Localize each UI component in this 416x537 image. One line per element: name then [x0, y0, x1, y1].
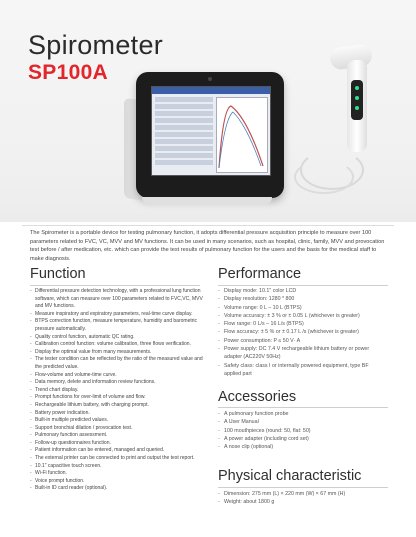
accessories-item: - A power adapter (including cord set): [218, 435, 386, 443]
function-item: - Trend chart display.: [30, 387, 206, 395]
function-item: - Differential pressure detection technology, with a professional lung function software, which can measure over 100 parameters related to FVC,VC, MVV and MV functions.: [30, 288, 206, 311]
physical-heading: Physical characteristic: [218, 468, 362, 484]
performance-heading: Performance: [218, 266, 302, 282]
accessories-heading: Accessories: [218, 389, 297, 405]
function-item: - BTPS correction function, measure temperature, humidity and barometric pressure automatically.: [30, 318, 206, 333]
function-item: - Prompt functions for over-limit of volume and flow.: [30, 394, 206, 402]
function-item: - Display the optimal value from many measurements.: [30, 349, 206, 357]
physical-item: - Weight: about 1800 g: [218, 498, 386, 506]
performance-item: - Display mode: 10.1" color LCD: [218, 287, 386, 295]
function-item: - Built-in ID card reader (optional).: [30, 485, 206, 493]
function-item: - Battery power indication.: [30, 410, 206, 418]
camera-icon: [208, 77, 212, 81]
function-item: - Flow-volume and volume-time curve.: [30, 372, 206, 380]
physical-item: - Dimension: 275 mm (L) × 220 mm (W) × 67 mm (H): [218, 490, 386, 498]
accessories-item: - A User Manual: [218, 418, 386, 426]
screen-graph: [216, 97, 268, 173]
product-description: The Spirometer is a portable device for testing pulmonary function, it adopts differential pressure acquisition principle to measure over 100 parameters related to FVC, VC, MVV and MV functions. It can be used in many scenarios, such as hospital, clinic, family, MVV and provocation test before / after medication, etc. which can provide the test results of pulmonary function for the users and the basis for the medical staff to make diagnosis.: [30, 230, 385, 262]
device-base: [142, 197, 272, 205]
accessories-item: - A nose clip (optional): [218, 443, 386, 451]
physical-list: [218, 490, 386, 507]
function-item: - Calibration control function: volume calibration, three flows verification.: [30, 341, 206, 349]
accessories-item: - 100 mouthpieces (round: 50, flat: 50): [218, 427, 386, 435]
hero-banner: [0, 0, 416, 222]
function-item: - 10.1" capacitive touch screen.: [30, 463, 206, 471]
function-item: - Pulmonary function assessment.: [30, 432, 206, 440]
function-item: - The tester condition can be reflected by the ratio of the measured value and the predicted value.: [30, 356, 206, 371]
function-rule: [30, 285, 200, 286]
function-heading: Function: [30, 266, 86, 282]
performance-item: - Volume range: 0 L – 10 L (BTPS): [218, 304, 386, 312]
probe-led-panel: [351, 80, 363, 120]
device-body: [136, 72, 284, 198]
function-item: - Quality control function, automatic QC rating.: [30, 334, 206, 342]
function-item: - Wi-Fi function.: [30, 470, 206, 478]
function-list: [30, 288, 206, 493]
function-item: - The external printer can be connected to print and output the test report.: [30, 455, 206, 463]
device-screen: [151, 86, 271, 176]
product-model: SP100A: [28, 61, 109, 84]
function-item: - Voice prompt function.: [30, 478, 206, 486]
function-item: - Built-in multiple predicted values.: [30, 417, 206, 425]
performance-rule: [218, 285, 388, 286]
function-item: - Data memory, delete and information review functions.: [30, 379, 206, 387]
accessories-rule: [218, 407, 388, 408]
screen-toolbar: [152, 87, 270, 94]
performance-item: - Power supply: DC 7.4 V rechargeable lithium battery or power adapter (AC220V 50Hz): [218, 345, 386, 362]
divider: [22, 225, 394, 226]
performance-item: - Power consumption: P ≤ 50 V· A: [218, 337, 386, 345]
function-item: - Patient information can be entered, managed and queried.: [30, 447, 206, 455]
function-item: - Measure inspiratory and expiratory parameters, real-time curve display.: [30, 311, 206, 319]
function-item: - Rechargeable lithium battery, with charging prompt.: [30, 402, 206, 410]
screen-table: [155, 97, 213, 171]
performance-item: - Flow accuracy: ± 5 % or ± 0.17 L /s (whichever is greater): [218, 328, 386, 336]
probe-cable-coil: [294, 160, 354, 194]
function-item: - Support bronchial dilation / provocation test.: [30, 425, 206, 433]
function-item: - Follow-up questionnaires function.: [30, 440, 206, 448]
accessories-list: [218, 410, 386, 451]
accessories-item: - A pulmonary function probe: [218, 410, 386, 418]
physical-rule: [218, 487, 388, 488]
performance-item: - Volume accuracy: ± 3 % or ± 0.05 L (whichever is greater): [218, 312, 386, 320]
performance-list: [218, 287, 386, 378]
performance-item: - Flow range: 0 L/s – 16 L/s (BTPS): [218, 320, 386, 328]
performance-item: - Display resolution: 1280 * 800: [218, 295, 386, 303]
performance-item: - Safety class: class I or internally powered equipment, type BF applied part: [218, 362, 386, 379]
product-title: Spirometer: [28, 30, 164, 60]
device-image: [132, 72, 282, 204]
